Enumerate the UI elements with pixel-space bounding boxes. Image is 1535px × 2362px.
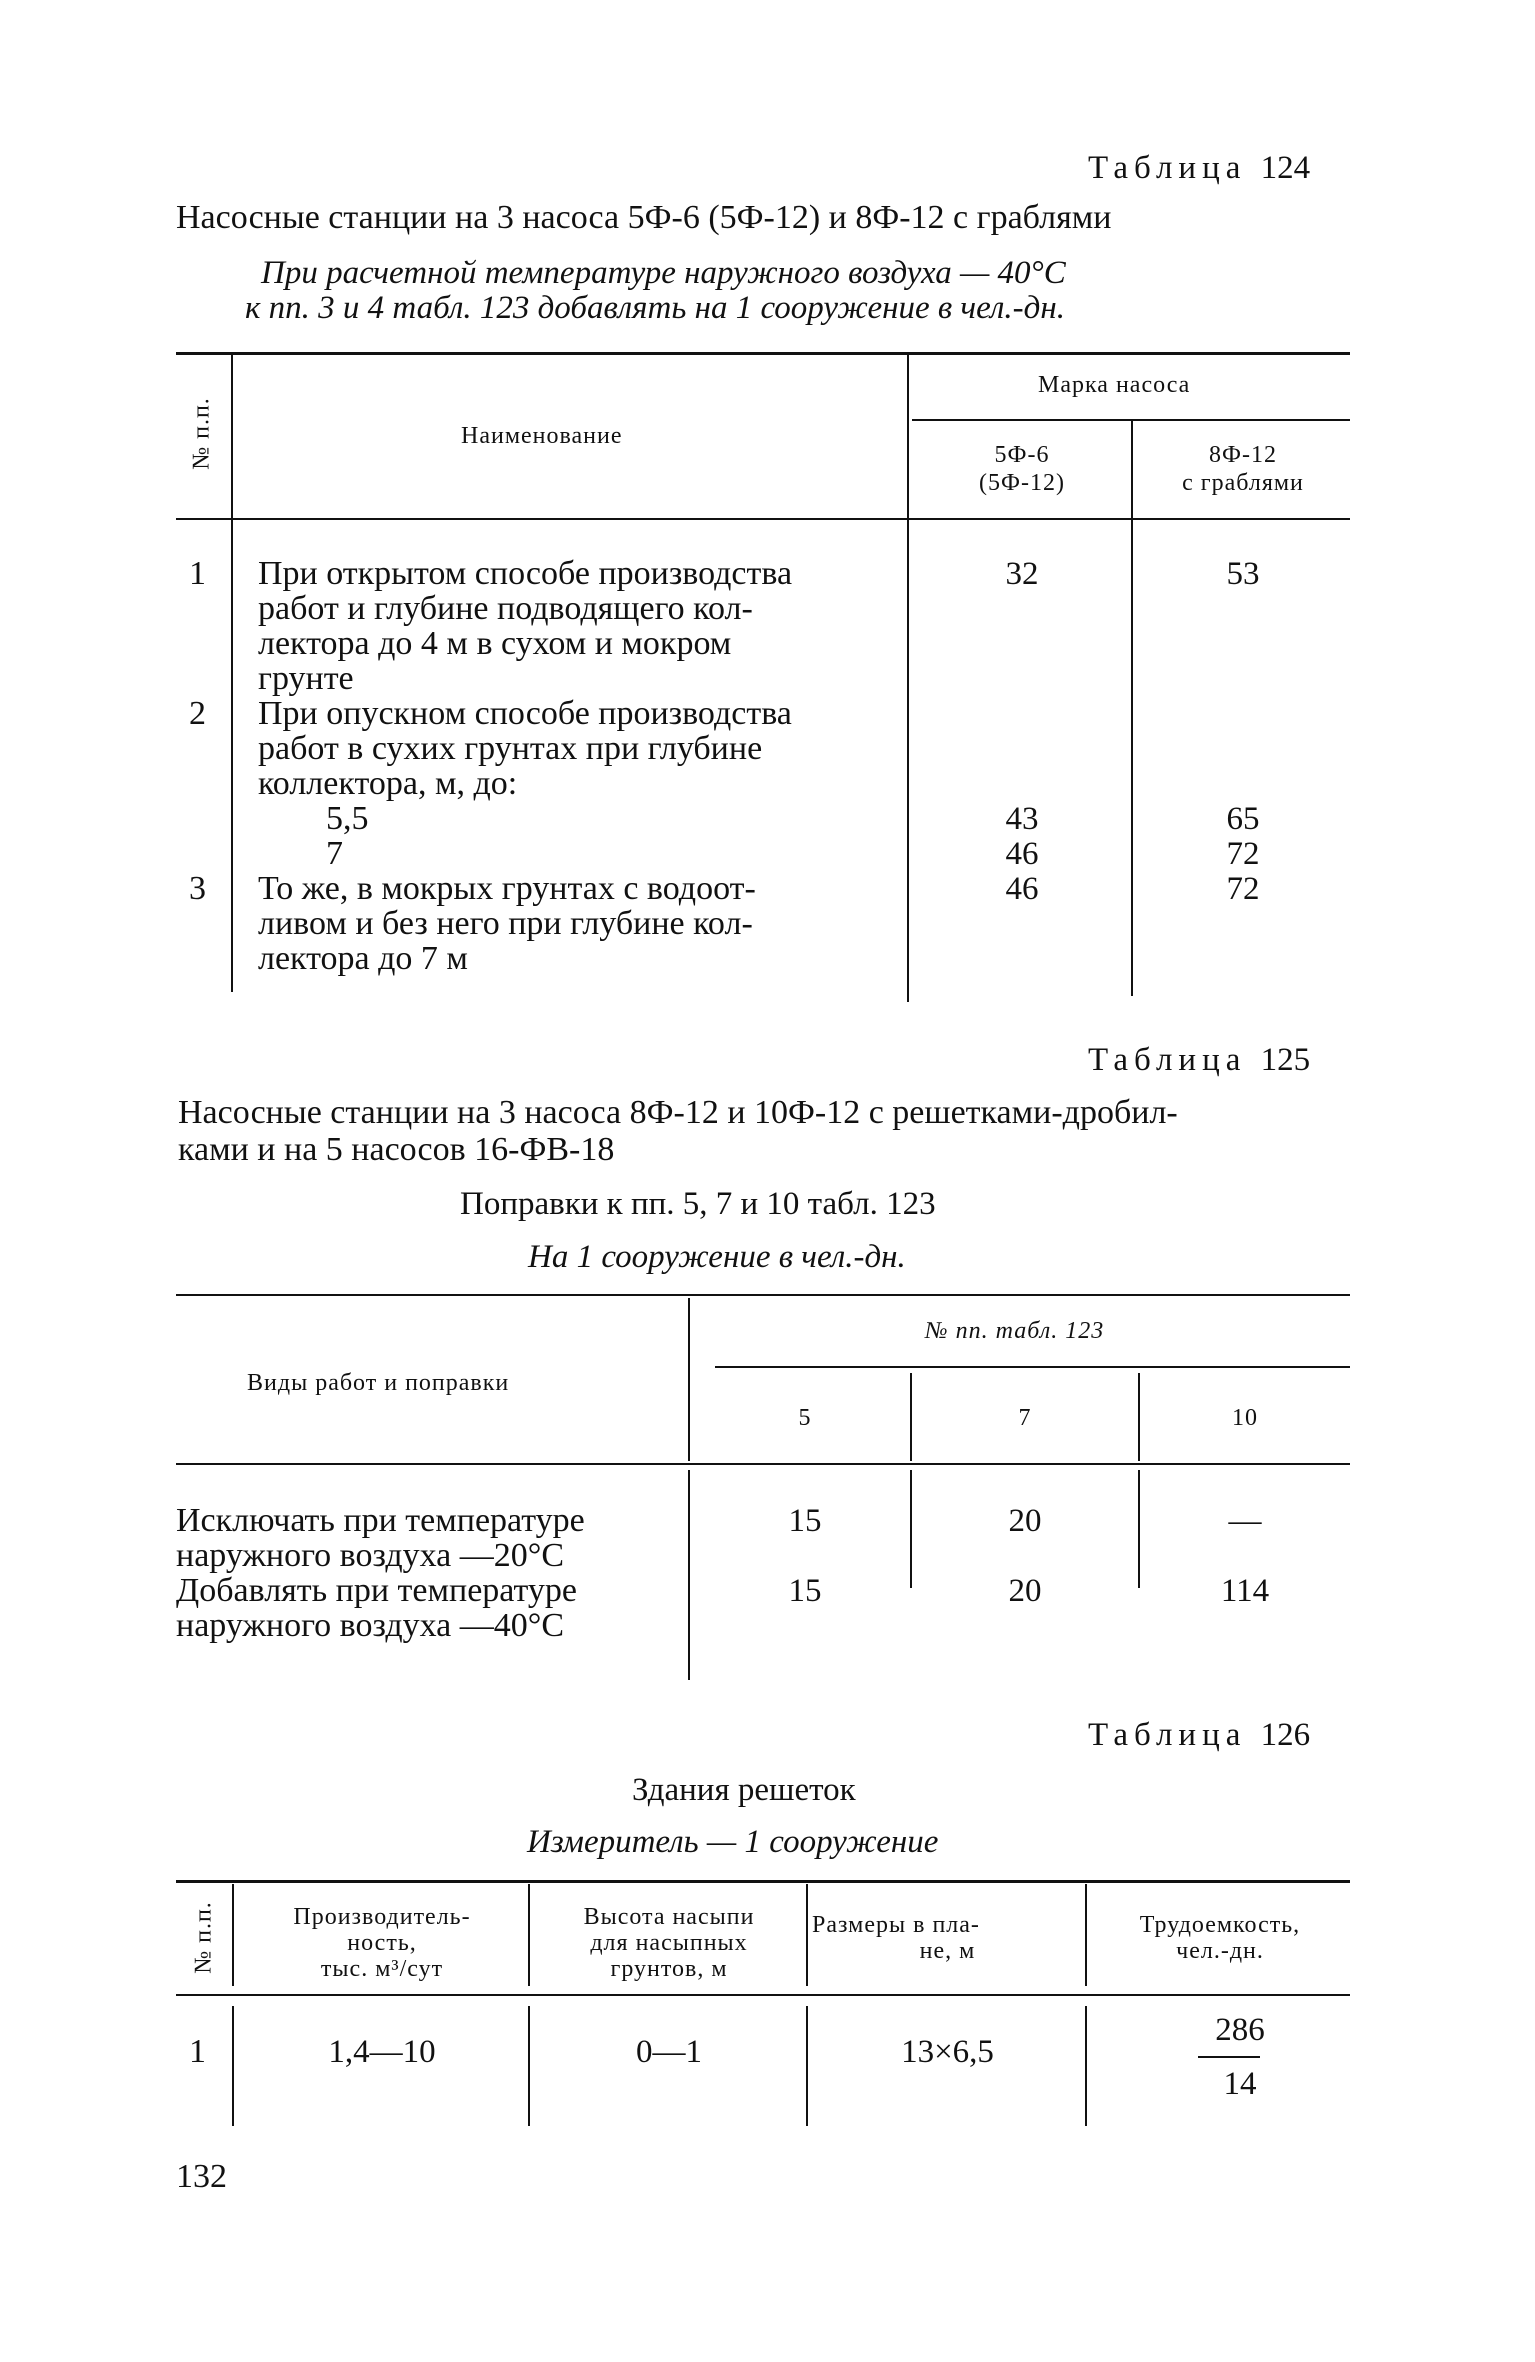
table-125-row1-text-l1: Исключать при температуре bbox=[176, 1502, 585, 1539]
table-124-row1-text-l4: грунте bbox=[258, 660, 354, 697]
table-124-row1-num: 1 bbox=[189, 555, 206, 592]
table-126-col-divider-1-header bbox=[232, 1884, 234, 1986]
table-124-title: Насосные станции на 3 насоса 5Ф-6 (5Ф-12) и 8Ф-12 с граблями bbox=[176, 199, 1112, 236]
table-124-header-bottom-rule bbox=[176, 518, 1350, 520]
table-126-header-labor-l2: чел.-дн. bbox=[1176, 1938, 1264, 1964]
table-124-row2-sub1-val2: 65 bbox=[1226, 801, 1260, 837]
table-124-header-name: Наименование bbox=[461, 423, 623, 449]
table-126-header-height-l2: для насыпных bbox=[590, 1930, 748, 1956]
table-125-row2-val5: 15 bbox=[788, 1573, 822, 1609]
table-125-title-line2: ками и на 5 насосов 16-ФВ-18 bbox=[178, 1131, 615, 1168]
table-124-row3-text-l3: лектора до 7 м bbox=[258, 940, 468, 977]
table-124-row1-text-l2: работ и глубине подводящего кол- bbox=[258, 590, 753, 627]
table-124-caption bbox=[1088, 150, 1310, 187]
table-125-row1-text-l2: наружного воздуха —20°С bbox=[176, 1537, 565, 1574]
table-124-row2-num: 2 bbox=[189, 695, 206, 732]
table-124-header-num: № п.п. bbox=[188, 397, 215, 470]
table-126-header-capacity-l3: тыс. м³/сут bbox=[320, 1956, 444, 1982]
table-125-header-c5: 5 bbox=[798, 1405, 812, 1431]
table-126-row1-height: 0—1 bbox=[636, 2034, 702, 2070]
table-126-col-divider-1-body bbox=[232, 2006, 234, 2126]
table-126-col-divider-3-body bbox=[806, 2006, 808, 2126]
table-125-header-ref: № пп. табл. 123 bbox=[925, 1318, 1105, 1344]
table-126-col-divider-4-header bbox=[1085, 1884, 1087, 1986]
table-124-header-col1-l2: (5Ф-12) bbox=[979, 470, 1065, 496]
table-125-header-c10: 10 bbox=[1232, 1405, 1258, 1431]
table-124-row1-val1: 32 bbox=[1005, 556, 1039, 592]
table-126-row1-labor-fraction-bar bbox=[1198, 2056, 1260, 2058]
table-126-header-height-l3: грунтов, м bbox=[610, 1956, 728, 1982]
table-124-row2-sub2-val2: 72 bbox=[1226, 836, 1260, 872]
table-124-row2-sub2-label: 7 bbox=[326, 835, 343, 872]
table-124-row2-text-l2: работ в сухих грунтах при глубине bbox=[258, 730, 763, 767]
table-124-note-line2: к пп. 3 и 4 табл. 123 добавлять на 1 сооружение в чел.-дн. bbox=[245, 290, 1065, 326]
table-124-col-divider-1 bbox=[231, 352, 233, 992]
table-125-row2-val7: 20 bbox=[1008, 1573, 1042, 1609]
table-124-row2-text-l1: При опускном способе производства bbox=[258, 695, 792, 732]
table-124-header-pump-brand: Марка насоса bbox=[1038, 372, 1191, 398]
table-124-row2-sub1-label: 5,5 bbox=[326, 800, 369, 837]
table-124-header-col2-l2: с граблями bbox=[1182, 470, 1304, 496]
table-126-header-height-l1: Высота насыпи bbox=[583, 1904, 755, 1930]
table-126-top-rule bbox=[176, 1880, 1350, 1883]
table-126-header-size-l1: Размеры в пла- bbox=[812, 1912, 980, 1938]
table-124-row3-val2: 72 bbox=[1226, 871, 1260, 907]
table-126-note: Измеритель — 1 сооружение bbox=[527, 1824, 939, 1860]
table-126-header-size-l2: не, м bbox=[919, 1938, 976, 1964]
table-126-title: Здания решеток bbox=[632, 1772, 856, 1808]
table-124-caption-word: Таблица bbox=[1088, 150, 1247, 186]
table-125-note: На 1 сооружение в чел.-дн. bbox=[528, 1239, 906, 1275]
table-124-row1-text-l3: лектора до 4 м в сухом и мокром bbox=[258, 625, 732, 662]
table-124-row1-val2: 53 bbox=[1226, 556, 1260, 592]
table-125-row1-val10: — bbox=[1228, 1503, 1262, 1539]
table-125-subtitle: Поправки к пп. 5, 7 и 10 табл. 123 bbox=[460, 1186, 936, 1222]
table-124-caption-number: 124 bbox=[1260, 150, 1311, 186]
table-125-header-c7: 7 bbox=[1018, 1405, 1032, 1431]
table-126-header-capacity-l1: Производитель- bbox=[293, 1904, 471, 1930]
table-124-row1-text-l1: При открытом способе производства bbox=[258, 555, 793, 592]
table-126-col-divider-2-body bbox=[528, 2006, 530, 2126]
table-124-header-col2-l1: 8Ф-12 bbox=[1209, 442, 1277, 468]
table-125-title-line1: Насосные станции на 3 насоса 8Ф-12 и 10Ф-12 с решетками-дробил- bbox=[178, 1094, 1178, 1131]
table-125-caption bbox=[1088, 1042, 1310, 1079]
table-126-row1-size: 13×6,5 bbox=[901, 2034, 994, 2070]
table-124-row3-text-l2: ливом и без него при глубине кол- bbox=[258, 905, 753, 942]
table-125-row2-text-l2: наружного воздуха —40°С bbox=[176, 1607, 565, 1644]
table-125-row2-val10: 114 bbox=[1220, 1573, 1270, 1609]
table-126-caption-word: Таблица bbox=[1088, 1717, 1247, 1753]
table-124-row3-text-l1: То же, в мокрых грунтах с водоот- bbox=[258, 870, 756, 907]
table-126-row1-capacity: 1,4—10 bbox=[328, 2034, 436, 2070]
table-124-col-divider-2 bbox=[907, 352, 909, 1002]
table-124-row2-sub1-val1: 43 bbox=[1005, 801, 1039, 837]
table-126-header-labor-l1: Трудоемкость, bbox=[1139, 1912, 1301, 1938]
table-125-top-rule bbox=[176, 1294, 1350, 1296]
table-126-row1-num: 1 bbox=[189, 2033, 206, 2070]
table-126-header-capacity-l2: ность, bbox=[347, 1930, 417, 1956]
table-126-header-bottom-rule bbox=[176, 1994, 1350, 1996]
table-126-col-divider-4-body bbox=[1085, 2006, 1087, 2126]
table-125-row1-val5: 15 bbox=[788, 1503, 822, 1539]
table-125-row2-text-l1: Добавлять при температуре bbox=[176, 1572, 578, 1609]
table-126-header-num: № п.п. bbox=[190, 1901, 217, 1974]
table-126-col-divider-3-header bbox=[806, 1884, 808, 1986]
table-124-row2-sub2-val1: 46 bbox=[1005, 836, 1039, 872]
table-125-col-divider-1-header bbox=[688, 1298, 690, 1461]
table-125-row1-val7: 20 bbox=[1008, 1503, 1042, 1539]
table-125-header-bottom-rule bbox=[176, 1463, 1350, 1465]
table-126-caption-number: 126 bbox=[1260, 1717, 1311, 1753]
table-126-row1-labor-denominator: 14 bbox=[1223, 2066, 1257, 2102]
table-126-row1-labor-numerator: 286 bbox=[1215, 2012, 1265, 2048]
table-125-caption-word: Таблица bbox=[1088, 1042, 1247, 1078]
table-126-caption bbox=[1088, 1717, 1310, 1754]
table-125-col-divider-1-body bbox=[688, 1470, 690, 1680]
table-124-note-line1: При расчетной температуре наружного воздуха — 40°С bbox=[261, 255, 1066, 291]
table-124-row3-num: 3 bbox=[189, 870, 206, 907]
table-124-header-col1-l1: 5Ф-6 bbox=[994, 442, 1050, 468]
table-124-top-rule bbox=[176, 352, 1350, 355]
table-126-col-divider-2-header bbox=[528, 1884, 530, 1986]
table-124-col-divider-3 bbox=[1131, 421, 1133, 996]
table-125-header-work: Виды работ и поправки bbox=[247, 1370, 510, 1396]
table-124-row2-text-l3: коллектора, м, до: bbox=[258, 765, 518, 802]
table-125-caption-number: 125 bbox=[1260, 1042, 1311, 1078]
page-number: 132 bbox=[176, 2158, 227, 2195]
table-124-row3-val1: 46 bbox=[1005, 871, 1039, 907]
table-125-header-split-rule bbox=[715, 1366, 1350, 1368]
